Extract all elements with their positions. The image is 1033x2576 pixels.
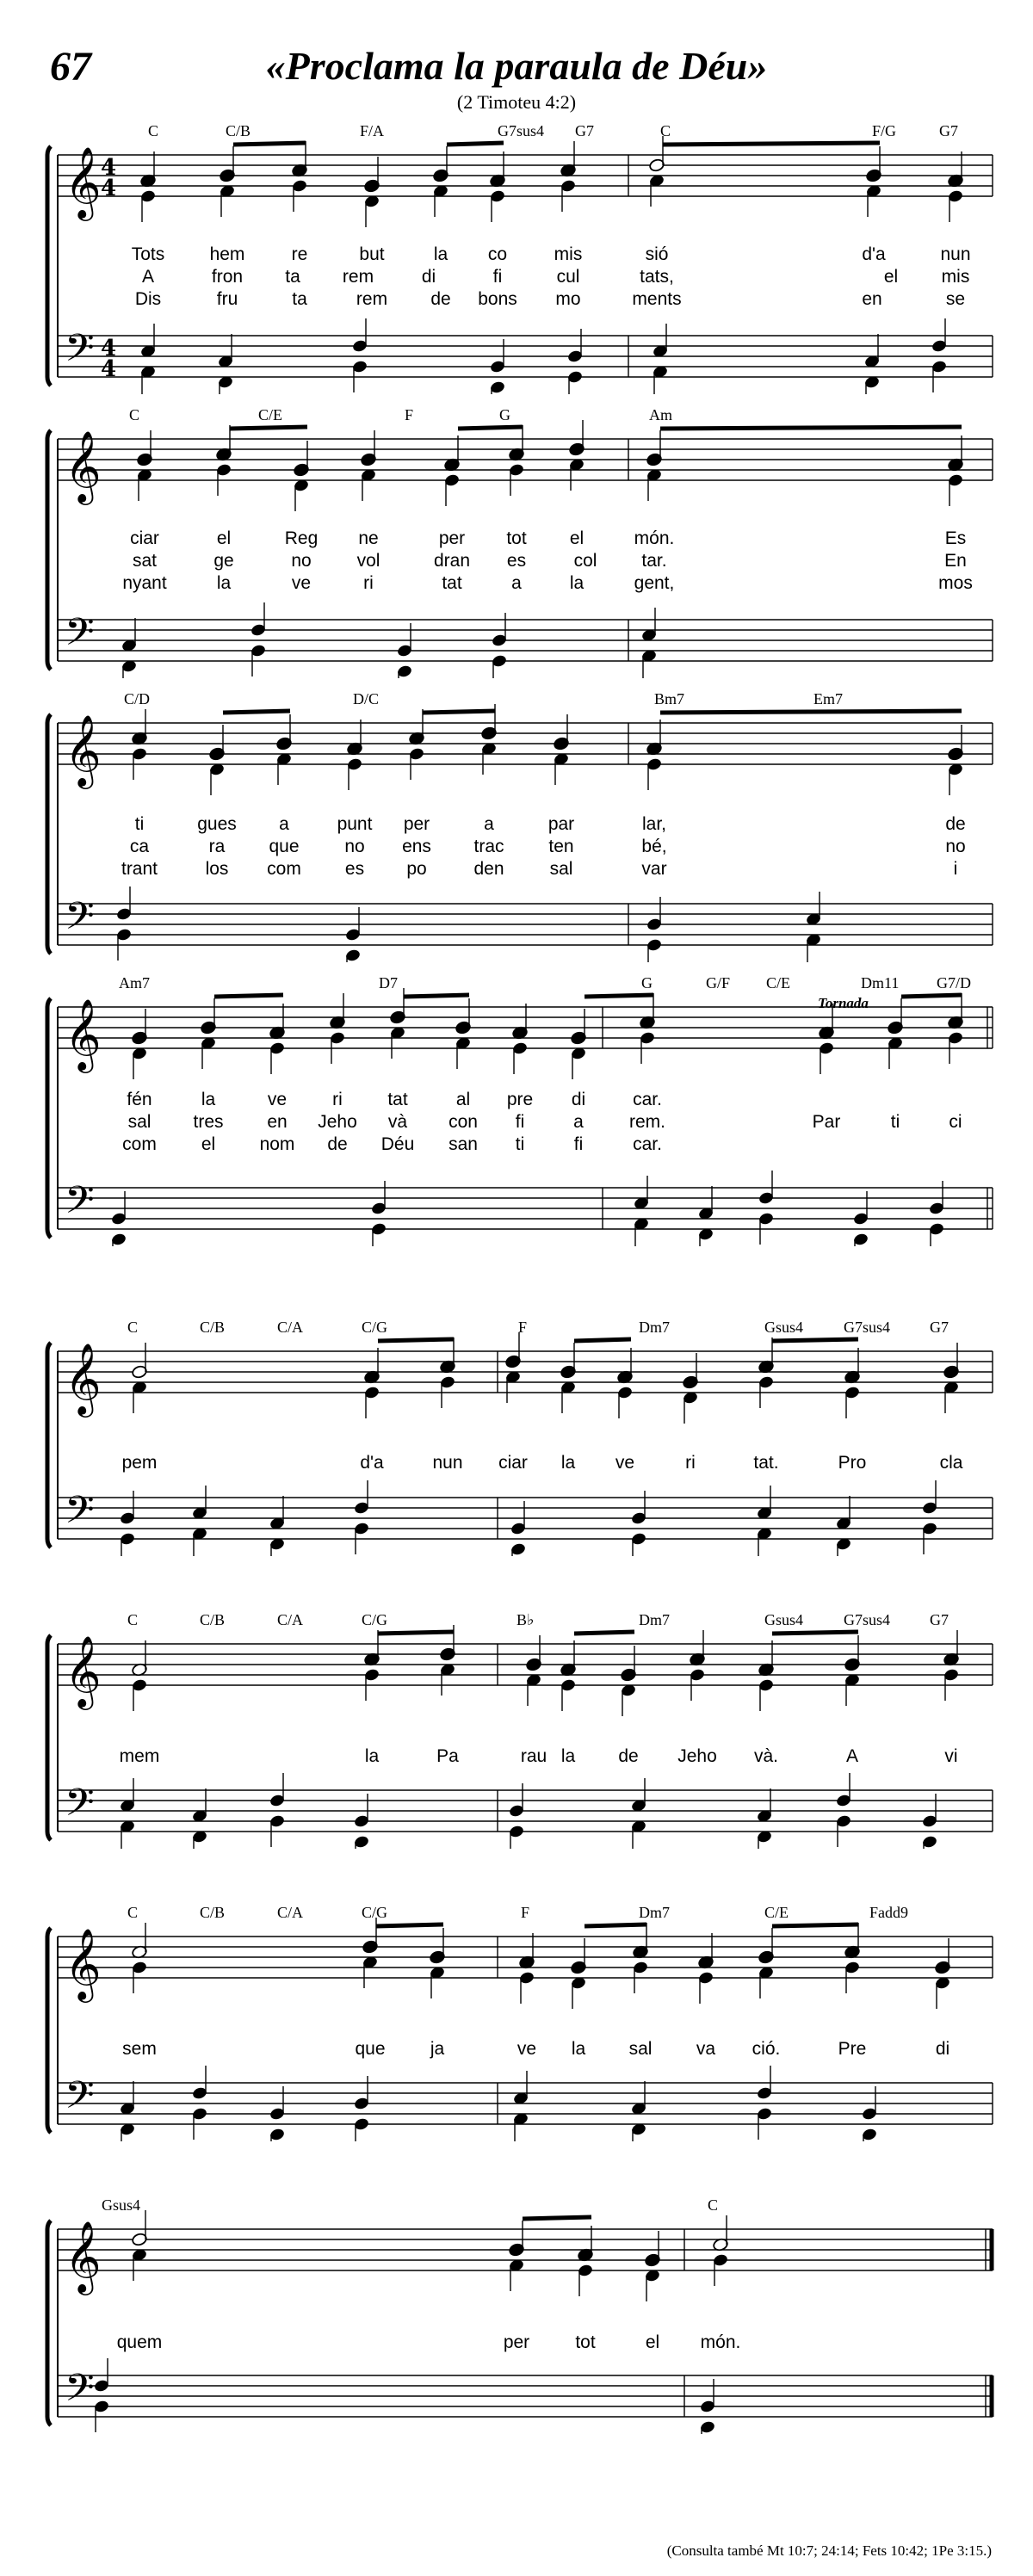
note-beam — [901, 995, 962, 997]
lyric-verse-2-syllable: rem. — [629, 1112, 665, 1132]
lyric-verse-2-syllable: mis — [941, 267, 970, 287]
lyric-verse-1-syllable: nun — [940, 244, 971, 264]
bass-staff — [58, 620, 993, 661]
lyric-verse-2-syllable: ten — [548, 837, 574, 856]
lyric-verse-2-syllable: tar. — [641, 551, 667, 571]
lyric-verse-1-syllable: que — [355, 2039, 386, 2059]
chord-symbol: C — [127, 1611, 139, 1628]
lyric-verse-1-syllable: va — [696, 2039, 716, 2059]
note-beam — [585, 995, 653, 997]
hymn-title: «Proclama la paraula de Déu» — [265, 44, 768, 88]
lyric-verse-2-syllable: và — [387, 1112, 408, 1132]
lyric-verse-3-syllable: nyant — [122, 573, 167, 593]
lyric-verse-1-syllable: per — [403, 814, 430, 834]
treble-clef-icon: 𝄞 — [65, 998, 102, 1070]
chord-symbol: C/A — [277, 1319, 304, 1336]
chord-symbol: C/B — [200, 1319, 226, 1336]
bass-staff — [58, 904, 993, 945]
note-beam — [376, 1924, 443, 1926]
chord-symbol: C — [708, 2196, 719, 2214]
lyric-verse-2-syllable: trac — [473, 837, 504, 856]
lyric-verse-2-syllable: fi — [515, 1112, 525, 1132]
note-beam — [574, 1632, 634, 1634]
bass-clef-icon: 𝄢 — [65, 1780, 95, 1834]
chord-symbol: C/A — [277, 1611, 304, 1628]
lyric-verse-1-syllable: de — [945, 814, 966, 834]
chord-symbol: Am — [649, 406, 672, 423]
lyric-verse-2-syllable: En — [944, 551, 967, 571]
lyric-verse-1-syllable: el — [569, 528, 585, 548]
lyric-verse-3-syllable: fru — [216, 289, 238, 309]
lyric-verse-1-syllable: ció. — [752, 2039, 781, 2059]
lyric-verse-1-syllable: cla — [939, 1453, 963, 1473]
lyric-verse-1-syllable: la — [201, 1090, 216, 1109]
bass-clef-icon: 𝄢 — [65, 325, 95, 380]
lyric-verse-1-syllable: la — [560, 1453, 576, 1473]
system-bracket — [47, 146, 51, 386]
bass-clef-icon: 𝄢 — [65, 609, 95, 664]
treble-clef-icon: 𝄞 — [65, 1634, 102, 1707]
chord-symbol: C/E — [766, 974, 791, 991]
chord-symbol: Em7 — [813, 690, 843, 707]
lyric-verse-1-syllable: co — [487, 244, 508, 264]
lyric-verse-1-syllable: a — [279, 814, 289, 834]
lyric-verse-2-syllable: ta — [285, 267, 300, 287]
lyric-verse-2-syllable: ca — [129, 837, 150, 856]
lyric-verse-3-syllable: rem — [356, 289, 388, 309]
lyric-verse-2-syllable: dran — [433, 551, 471, 571]
lyric-verse-1-syllable: mem — [119, 1746, 160, 1766]
chord-symbol: F/A — [360, 122, 385, 139]
chord-symbol: Dm7 — [639, 1319, 670, 1336]
chord-symbol: G — [641, 974, 653, 991]
system-bracket — [47, 2221, 51, 2425]
lyric-verse-1-syllable: di — [571, 1090, 586, 1109]
treble-clef-icon: 𝄞 — [65, 429, 102, 502]
lyric-verse-3-syllable: ri — [363, 573, 374, 593]
lyric-verse-2-syllable: es — [506, 551, 527, 571]
bass-clef-icon: 𝄢 — [65, 1177, 95, 1232]
chord-symbol: G7 — [575, 122, 594, 139]
lyric-verse-2-syllable: ens — [402, 837, 431, 856]
music-system — [0, 122, 1033, 413]
lyric-verse-1-syllable: per — [503, 2332, 530, 2352]
bass-staff — [58, 1790, 993, 1832]
lyric-verse-1-syllable: sal — [628, 2039, 653, 2059]
note-beam — [423, 711, 495, 713]
lyric-verse-1-syllable: ciar — [498, 1453, 528, 1473]
lyric-verse-2-syllable: tats, — [640, 267, 674, 287]
treble-staff — [58, 439, 993, 480]
chord-symbol: Gsus4 — [102, 2196, 141, 2214]
note-beam — [660, 711, 962, 713]
bass-clef-icon: 𝄢 — [65, 2073, 95, 2127]
note-beam — [772, 1339, 858, 1341]
chord-symbol: G7/D — [937, 974, 971, 991]
music-system — [0, 406, 1033, 697]
lyric-verse-2-syllable: a — [573, 1112, 584, 1132]
chord-symbol: F — [521, 1904, 530, 1921]
lyric-verse-1-syllable: d'a — [862, 244, 886, 264]
lyric-verse-1-syllable: la — [364, 1746, 380, 1766]
lyric-verse-1-syllable: nun — [432, 1453, 463, 1473]
chord-symbol: C — [148, 122, 159, 139]
lyric-verse-1-syllable: Tots — [131, 244, 165, 264]
music-system — [0, 974, 1033, 1265]
lyric-verse-3-syllable: mos — [938, 573, 973, 593]
note-beam — [404, 995, 469, 997]
chord-symbol: G/F — [706, 974, 731, 991]
lyric-verse-3-syllable: ta — [292, 289, 307, 309]
chord-symbol: G7sus4 — [844, 1611, 891, 1628]
lyric-verse-1-syllable: ciar — [130, 528, 159, 548]
note-beam — [772, 1924, 858, 1926]
lyric-verse-1-syllable: lar, — [641, 814, 667, 834]
lyric-verse-1-syllable: d'a — [360, 1453, 384, 1473]
system-bracket — [47, 714, 51, 954]
lyric-verse-3-syllable: el — [201, 1134, 216, 1154]
lyric-verse-1-syllable: gues — [197, 814, 237, 834]
bass-staff — [58, 1188, 993, 1229]
chord-symbol: G7sus4 — [844, 1319, 891, 1336]
lyric-verse-1-syllable: mis — [554, 244, 583, 264]
staff-system-graphic — [0, 1911, 1033, 2141]
lyric-verse-2-syllable: en — [267, 1112, 288, 1132]
chord-symbol: C — [660, 122, 671, 139]
note-beam — [660, 427, 962, 429]
note-beam — [214, 995, 283, 997]
lyric-verse-2-syllable: no — [945, 837, 966, 856]
system-bracket — [47, 998, 51, 1238]
lyric-verse-2-syllable: bé, — [641, 837, 667, 856]
lyric-verse-3-syllable: tat — [442, 573, 462, 593]
lyric-verse-2-syllable: Jeho — [318, 1112, 357, 1132]
lyric-verse-3-syllable: de — [327, 1134, 348, 1154]
lyric-verse-1-syllable: a — [484, 814, 494, 834]
system-bracket — [47, 430, 51, 670]
staff-system-graphic — [0, 1325, 1033, 1556]
lyric-verse-3-syllable: se — [945, 289, 966, 309]
lyric-verse-2-syllable: rem — [342, 267, 374, 287]
lyric-verse-3-syllable: ti — [515, 1134, 525, 1154]
chord-symbol: Am7 — [119, 974, 150, 991]
lyric-verse-1-syllable: el — [216, 528, 232, 548]
note-beam — [574, 1339, 631, 1341]
chord-symbol: C/B — [200, 1904, 226, 1921]
lyric-verse-1-syllable: la — [433, 244, 448, 264]
lyric-verse-2-syllable: fron — [211, 267, 244, 287]
note-beam — [223, 711, 290, 713]
lyric-verse-2-syllable: ge — [213, 551, 234, 571]
treble-clef-icon: 𝄞 — [65, 1927, 102, 1999]
chord-symbol: C — [127, 1904, 139, 1921]
lyric-verse-1-syllable: re — [291, 244, 308, 264]
lyric-verse-1-syllable: ti — [134, 814, 145, 834]
lyric-verse-1-syllable: rau — [520, 1746, 547, 1766]
lyric-verse-3-syllable: fi — [573, 1134, 584, 1154]
note-beam — [378, 1339, 454, 1341]
lyric-verse-2-syllable: Par — [812, 1112, 841, 1132]
note-beam — [447, 143, 504, 145]
lyric-verse-3-syllable: la — [569, 573, 585, 593]
lyric-verse-1-syllable: ri — [332, 1090, 343, 1109]
lyric-verse-2-syllable: ci — [949, 1112, 962, 1132]
lyric-verse-3-syllable: com — [122, 1134, 157, 1154]
lyric-verse-3-syllable: Déu — [380, 1134, 415, 1154]
lyric-verse-1-syllable: la — [560, 1746, 576, 1766]
lyric-verse-2-syllable: el — [883, 267, 899, 287]
lyric-verse-2-syllable: fi — [492, 267, 503, 287]
lyric-verse-3-syllable: ments — [632, 289, 682, 309]
lyric-verse-3-syllable: trant — [121, 859, 158, 879]
lyric-verse-2-syllable: con — [448, 1112, 478, 1132]
chord-symbol: D7 — [379, 974, 398, 991]
lyric-verse-3-syllable: la — [216, 573, 232, 593]
treble-staff — [58, 723, 993, 764]
note-beam — [772, 1632, 858, 1634]
lyric-verse-2-syllable: di — [421, 267, 436, 287]
chord-symbol: G7sus4 — [498, 122, 545, 139]
system-bracket — [47, 1635, 51, 1840]
chord-symbol: F — [405, 406, 414, 423]
chord-symbol: C/B — [200, 1611, 226, 1628]
lyric-verse-1-syllable: el — [645, 2332, 660, 2352]
lyric-verse-3-syllable: mo — [555, 289, 581, 309]
chord-symbol: B♭ — [516, 1611, 535, 1628]
lyric-verse-3-syllable: com — [267, 859, 301, 879]
bass-clef-icon: 𝄢 — [65, 1487, 95, 1541]
note-beam — [233, 143, 306, 145]
lyric-verse-3-syllable: Dis — [134, 289, 162, 309]
chord-symbol: Bm7 — [654, 690, 685, 707]
note-beam — [458, 427, 523, 429]
chord-symbol: G7 — [930, 1319, 949, 1336]
lyric-verse-1-syllable: punt — [337, 814, 373, 834]
note-beam — [523, 2217, 591, 2219]
chord-symbol: Dm11 — [861, 974, 900, 991]
staff-system-graphic — [0, 697, 1033, 962]
lyric-verse-3-syllable: los — [205, 859, 229, 879]
staff-system-graphic — [0, 2203, 1033, 2434]
lyric-verse-1-syllable: món. — [634, 528, 675, 548]
chord-symbol: G7 — [939, 122, 958, 139]
lyric-verse-1-syllable: Jeho — [677, 1746, 717, 1766]
chord-symbol: Dm7 — [639, 1904, 670, 1921]
lyric-verse-1-syllable: tat. — [753, 1453, 779, 1473]
lyric-verse-3-syllable: car. — [633, 1134, 662, 1154]
lyric-verse-1-syllable: ne — [358, 528, 379, 548]
lyric-verse-1-syllable: Pro — [838, 1453, 867, 1473]
lyric-verse-1-syllable: quem — [116, 2332, 163, 2352]
lyric-verse-1-syllable: car. — [633, 1090, 662, 1109]
lyric-verse-2-syllable: A — [141, 267, 155, 287]
chord-symbol: F/G — [872, 122, 897, 139]
lyric-verse-3-syllable: es — [344, 859, 365, 879]
chord-symbol: Gsus4 — [764, 1611, 804, 1628]
chord-symbol: G7 — [930, 1611, 949, 1628]
chord-symbol: C/G — [362, 1904, 388, 1921]
lyric-verse-1-syllable: và. — [753, 1746, 779, 1766]
lyric-verse-2-syllable: ti — [890, 1112, 900, 1132]
lyric-verse-3-syllable: de — [430, 289, 451, 309]
note-beam — [585, 1924, 646, 1926]
lyric-verse-1-syllable: Pre — [838, 2039, 867, 2059]
time-signature-top: 4 — [101, 155, 117, 181]
chord-symbol: Fadd9 — [869, 1904, 908, 1921]
lyric-verse-1-syllable: Es — [944, 528, 967, 548]
lyric-verse-1-syllable: ri — [685, 1453, 696, 1473]
lyric-verse-2-syllable: col — [573, 551, 597, 571]
treble-staff — [58, 155, 993, 196]
lyric-verse-1-syllable: sió — [645, 244, 669, 264]
treble-clef-icon: 𝄞 — [65, 145, 102, 218]
lyric-verse-2-syllable: cul — [556, 267, 580, 287]
lyric-verse-3-syllable: sal — [549, 859, 573, 879]
chord-symbol: C/D — [124, 690, 151, 707]
note-beam — [230, 427, 307, 429]
lyric-verse-3-syllable: var — [641, 859, 667, 879]
note-beam — [663, 143, 880, 145]
chord-symbol: C — [127, 1319, 139, 1336]
lyric-verse-2-syllable: no — [291, 551, 312, 571]
chord-symbol: C/A — [277, 1904, 304, 1921]
lyric-verse-1-syllable: fén — [127, 1090, 152, 1109]
chord-symbol: C/B — [226, 122, 251, 139]
treble-staff — [58, 2229, 993, 2270]
staff-system-graphic — [0, 1618, 1033, 1849]
music-system — [0, 1904, 1033, 2195]
lyric-verse-1-syllable: tot — [506, 528, 527, 548]
lyric-verse-1-syllable: de — [618, 1746, 639, 1766]
chord-symbol: D/C — [353, 690, 380, 707]
lyric-verse-3-syllable: den — [473, 859, 504, 879]
time-signature-bottom: 4 — [101, 176, 117, 201]
note-beam — [378, 1632, 454, 1634]
treble-clef-icon: 𝄞 — [65, 1342, 102, 1414]
lyric-verse-1-syllable: ve — [615, 1453, 635, 1473]
treble-clef-icon: 𝄞 — [65, 2220, 102, 2292]
treble-staff — [58, 1007, 993, 1048]
music-system — [0, 2196, 1033, 2487]
lyric-verse-1-syllable: tot — [575, 2332, 596, 2352]
hymn-number: 67 — [50, 44, 91, 90]
chord-symbol: C/E — [764, 1904, 789, 1921]
lyric-verse-1-syllable: pem — [121, 1453, 158, 1473]
time-signature-bottom: 4 — [101, 356, 117, 382]
lyric-verse-1-syllable: but — [359, 244, 385, 264]
lyric-verse-2-syllable: que — [269, 837, 300, 856]
lyric-verse-3-syllable: po — [406, 859, 427, 879]
lyric-verse-2-syllable: vol — [356, 551, 380, 571]
lyric-verse-3-syllable: ve — [291, 573, 312, 593]
bass-clef-icon: 𝄢 — [65, 893, 95, 948]
system-bracket — [47, 1343, 51, 1547]
system-bracket — [47, 1928, 51, 2133]
lyric-verse-3-syllable: gent, — [634, 573, 675, 593]
scripture-reference: (2 Timoteu 4:2) — [456, 91, 577, 113]
lyric-verse-2-syllable: no — [344, 837, 365, 856]
lyric-verse-1-syllable: vi — [944, 1746, 958, 1766]
lyric-verse-1-syllable: A — [845, 1746, 859, 1766]
lyric-verse-3-syllable: nom — [259, 1134, 295, 1154]
lyric-verse-1-syllable: par — [547, 814, 575, 834]
tornada-label: Tornada — [818, 995, 869, 1011]
lyric-verse-1-syllable: ve — [267, 1090, 288, 1109]
lyric-verse-2-syllable: sal — [127, 1112, 152, 1132]
lyric-verse-1-syllable: al — [455, 1090, 471, 1109]
chord-symbol: C — [129, 406, 140, 423]
footer-references: (Consulta també Mt 10:7; 24:14; Fets 10:42; 1Pe 3:15.) — [666, 2542, 992, 2559]
lyric-verse-3-syllable: a — [511, 573, 522, 593]
treble-clef-icon: 𝄞 — [65, 713, 102, 786]
chord-symbol: Dm7 — [639, 1611, 670, 1628]
music-system — [0, 1611, 1033, 1902]
lyric-verse-3-syllable: san — [448, 1134, 478, 1154]
bass-staff — [58, 336, 993, 377]
chord-symbol: Gsus4 — [764, 1319, 804, 1336]
lyric-verse-1-syllable: per — [438, 528, 466, 548]
lyric-verse-2-syllable: ra — [208, 837, 226, 856]
lyric-verse-1-syllable: di — [935, 2039, 950, 2059]
lyric-verse-1-syllable: sem — [122, 2039, 157, 2059]
bass-staff — [58, 2375, 993, 2417]
lyric-verse-1-syllable: la — [571, 2039, 586, 2059]
lyric-verse-1-syllable: ve — [516, 2039, 537, 2059]
chord-symbol: C/E — [258, 406, 283, 423]
chord-symbol: F — [518, 1319, 528, 1336]
lyric-verse-2-syllable: sat — [132, 551, 158, 571]
lyric-verse-1-syllable: hem — [209, 244, 245, 264]
lyric-verse-3-syllable: bons — [478, 289, 517, 309]
lyric-verse-3-syllable: en — [862, 289, 882, 309]
chord-symbol: G — [499, 406, 510, 423]
lyric-verse-1-syllable: tat — [387, 1090, 408, 1109]
lyric-verse-1-syllable: Pa — [436, 1746, 459, 1766]
time-signature-top: 4 — [101, 336, 117, 361]
lyric-verse-1-syllable: ja — [430, 2039, 445, 2059]
lyric-verse-2-syllable: tres — [193, 1112, 224, 1132]
chord-symbol: C/G — [362, 1319, 388, 1336]
bass-clef-icon: 𝄢 — [65, 2365, 95, 2419]
music-system — [0, 1319, 1033, 1609]
lyric-verse-3-syllable: i — [953, 859, 958, 879]
lyric-verse-1-syllable: món. — [700, 2332, 741, 2352]
music-system — [0, 690, 1033, 981]
chord-symbol: C/G — [362, 1611, 388, 1628]
lyric-verse-1-syllable: Reg — [284, 528, 319, 548]
lyric-verse-1-syllable: pre — [506, 1090, 534, 1109]
